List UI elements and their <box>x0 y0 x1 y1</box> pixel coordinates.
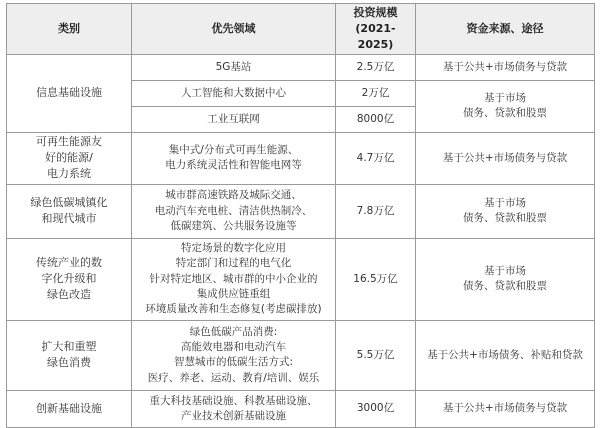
table-row <box>7 320 595 390</box>
investment-cell: 2万亿 <box>336 80 416 106</box>
category-cell: 传统产业的数 字化升级和 绿色改造 <box>7 238 132 320</box>
field-cell: 人工智能和大数据中心 <box>132 80 336 106</box>
investment-cell: 5.5万亿 <box>336 320 416 390</box>
investment-cell: 7.8万亿 <box>336 184 416 238</box>
field-cell: 城市群高速铁路及城际交通、 电动汽车充电桩、清洁供热制冷、 低碳建筑、公共服务设施等 <box>132 184 336 238</box>
funding-cell: 基于市场 债务、贷款和股票 <box>416 184 595 238</box>
header-investment: 投资规模 (2021-2025) <box>336 4 416 55</box>
investment-table <box>6 3 595 428</box>
funding-cell: 基于市场 债务、贷款和股票 <box>416 238 595 320</box>
header-field: 优先领域 <box>132 4 336 55</box>
table-row <box>7 184 595 238</box>
field-cell: 工业互联网 <box>132 106 336 132</box>
field-cell: 绿色低碳产品消费: 高能效电器和电动汽车 智慧城市的低碳生活方式: 医疗、养老、运动、教育/培训、娱乐 <box>132 320 336 390</box>
investment-cell: 4.7万亿 <box>336 132 416 184</box>
header-funding: 资金来源、途径 <box>416 4 595 55</box>
investment-cell: 3000亿 <box>336 390 416 427</box>
field-cell: 特定场景的数字化应用 特定部门和过程的电气化 针对特定地区、城市群的中小企业的 集成供应链重组 环境质量改善和生态修复(考虑碳排放) <box>132 238 336 320</box>
category-cell: 可再生能源友 好的能源/ 电力系统 <box>7 132 132 184</box>
category-cell: 信息基础设施 <box>7 54 132 132</box>
category-cell: 绿色低碳城镇化 和现代城市 <box>7 184 132 238</box>
field-cell: 集中式/分布式可再生能源、 电力系统灵活性和智能电网等 <box>132 132 336 184</box>
table-row <box>7 390 595 427</box>
funding-cell: 基于公共+市场债务与贷款 <box>416 54 595 80</box>
investment-cell: 2.5万亿 <box>336 54 416 80</box>
funding-cell: 基于公共+市场债务与贷款 <box>416 132 595 184</box>
investment-cell: 16.5万亿 <box>336 238 416 320</box>
table-row <box>7 132 595 184</box>
category-cell: 创新基础设施 <box>7 390 132 427</box>
funding-cell: 基于公共+市场债务与贷款 <box>416 390 595 427</box>
header-category: 类别 <box>7 4 132 55</box>
funding-cell: 基于公共+市场债务、补贴和贷款 <box>416 320 595 390</box>
investment-cell: 8000亿 <box>336 106 416 132</box>
table-row <box>7 54 595 80</box>
funding-cell: 基于市场 债务、贷款和股票 <box>416 80 595 132</box>
category-cell: 扩大和重塑 绿色消费 <box>7 320 132 390</box>
field-cell: 重大科技基础设施、科教基础设施、 产业技术创新基础设施 <box>132 390 336 427</box>
field-cell: 5G基站 <box>132 54 336 80</box>
table-row <box>7 238 595 320</box>
header-row <box>7 4 595 55</box>
